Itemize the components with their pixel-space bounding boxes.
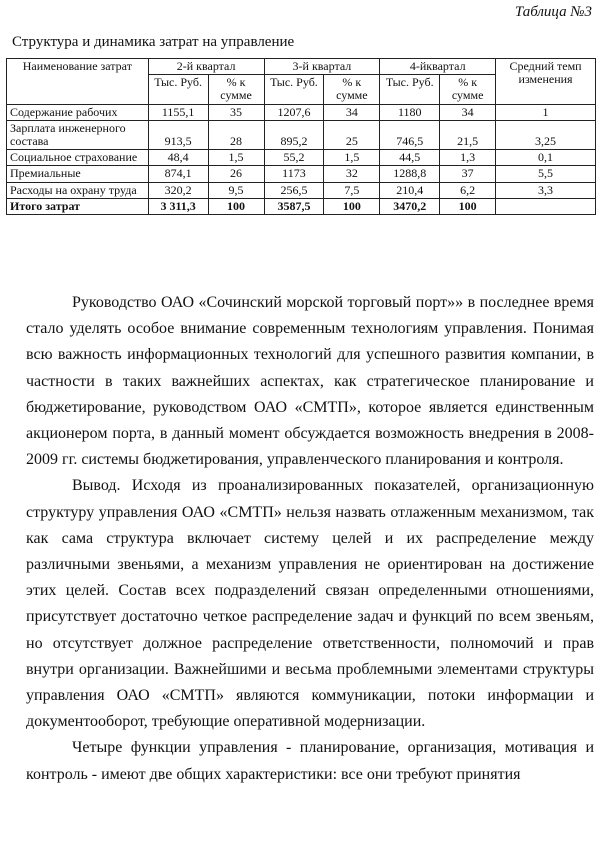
col-header-avg: Средний темп изменения	[496, 59, 596, 105]
table-cell: 26	[208, 166, 264, 182]
col-header-q4: 4-йквартал	[380, 59, 496, 75]
table-cell: 0,1	[496, 150, 596, 166]
paragraph: Вывод. Исходя из проанализированных показателей, организационную структуру управления ОАО «СМТП» нельзя назвать отлаженным механизмом, так как сама структура включает систему целей и их распределение между различными звеньями, а механизм управления не ориентирован на достижение этих целей. Состав всех подразделений связан определенными отношениями, присутствует достаточно четкое распределение задач и функций по всем звеньям, но отсутствует должное распределение ответственности, полномочий и прав внутри организации. Важнейшими и весьма проблемными элементами структуры управления ОАО «СМТП» являются коммуникации, потоки информации и документооборот, требующие оперативной модернизации.	[26, 477, 594, 731]
col-header-name: Наименование затрат	[7, 59, 149, 105]
table-row	[7, 182, 596, 198]
table-cell: 3587,5	[264, 198, 324, 214]
table-cell: 21,5	[440, 120, 496, 149]
table-cell: 37	[440, 166, 496, 182]
table-cell: 256,5	[264, 182, 324, 198]
row-name: Расходы на охрану труда	[7, 182, 149, 198]
table-title: Структура и динамика затрат на управление	[12, 34, 295, 50]
subheader-thousands: Тыс. Руб.	[264, 75, 324, 104]
table-cell: 9,5	[208, 182, 264, 198]
table-cell: 34	[324, 104, 380, 120]
table-cell: 210,4	[380, 182, 440, 198]
col-header-q2: 2-й квартал	[148, 59, 264, 75]
table-cell: 25	[324, 120, 380, 149]
table-row	[7, 150, 596, 166]
table-cell: 5,5	[496, 166, 596, 182]
table-row	[7, 198, 596, 214]
paragraph: Руководство ОАО «Сочинский морской торговый порт»» в последнее время стало уделять особое внимание современным технологиям управления. Понимая всю важность информационных технологий для успешного развития компании, в частности в таких важнейших аспектах, как стратегическое планирование и бюджетирование, руководством ОАО «СМТП», которое является единственным акционером порта, в данный момент обсуждается возможность внедрения в 2008-2009 гг. системы бюджетирования, управленческого планирования и контроля.	[26, 294, 594, 469]
table-cell: 32	[324, 166, 380, 182]
table-cell: 7,5	[324, 182, 380, 198]
table-cell: 913,5	[148, 120, 208, 149]
table-cell: 55,2	[264, 150, 324, 166]
table-cell	[496, 198, 596, 214]
table-cell: 3470,2	[380, 198, 440, 214]
row-name: Итого затрат	[7, 198, 149, 214]
table-row	[7, 104, 596, 120]
table-cell: 44,5	[380, 150, 440, 166]
table-cell: 1,5	[208, 150, 264, 166]
col-header-q3: 3-й квартал	[264, 59, 380, 75]
table-cell: 320,2	[148, 182, 208, 198]
body-text	[26, 290, 594, 788]
table-cell: 6,2	[440, 182, 496, 198]
table-cell: 1288,8	[380, 166, 440, 182]
table-body	[7, 104, 596, 214]
table-cell: 3,3	[496, 182, 596, 198]
table-cell: 100	[324, 198, 380, 214]
table-cell: 1173	[264, 166, 324, 182]
table-cell: 895,2	[264, 120, 324, 149]
table-cell: 100	[440, 198, 496, 214]
cost-table	[6, 58, 596, 215]
table-caption: Таблица №3	[514, 4, 592, 20]
table-cell: 746,5	[380, 120, 440, 149]
table-cell: 3 311,3	[148, 198, 208, 214]
table-cell: 35	[208, 104, 264, 120]
row-name: Зарплата инженерного состава	[7, 120, 149, 149]
table-cell: 3,25	[496, 120, 596, 149]
row-name: Социальное страхование	[7, 150, 149, 166]
row-name: Содержание рабочих	[7, 104, 149, 120]
table-cell: 28	[208, 120, 264, 149]
table-cell: 34	[440, 104, 496, 120]
subheader-percent: % к сумме	[324, 75, 380, 104]
table-cell: 1,3	[440, 150, 496, 166]
table-cell: 874,1	[148, 166, 208, 182]
table-cell: 1	[496, 104, 596, 120]
table-cell: 1207,6	[264, 104, 324, 120]
subheader-thousands: Тыс. Руб.	[380, 75, 440, 104]
subheader-thousands: Тыс. Руб.	[148, 75, 208, 104]
table-cell: 1155,1	[148, 104, 208, 120]
subheader-percent: % к сумме	[440, 75, 496, 104]
table-cell: 100	[208, 198, 264, 214]
subheader-percent: % к сумме	[208, 75, 264, 104]
table-cell: 1,5	[324, 150, 380, 166]
table-row	[7, 166, 596, 182]
row-name: Премиальные	[7, 166, 149, 182]
table-row	[7, 120, 596, 149]
table-cell: 48,4	[148, 150, 208, 166]
table-cell: 1180	[380, 104, 440, 120]
paragraph: Четыре функции управления - планирование, организация, мотивация и контроль - имеют две общих характеристики: все они требуют принятия	[26, 739, 594, 783]
